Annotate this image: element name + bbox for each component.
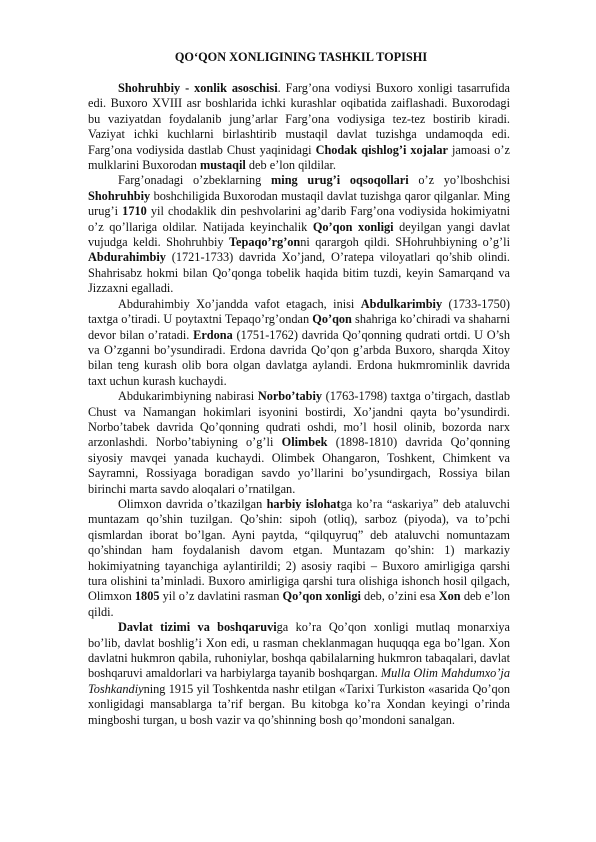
text-run: yil o’z davlatini rasman [159,589,283,604]
text-run: deb e’lon qildi. [88,589,511,619]
text-run: (1751-1762) davrida Qo’qonning qudrati ortdi. U O’sh va O’zganni bo’ysundiradi. Erdona davrida Qo’qon g’arbda Buxoro, sharqda Xitoy bilan teng kurash olib bora olgan davlatga aylandi. Erdona hukmrominlik davrida taxt uchun kurash kuchaydi. [88,327,510,388]
text-run: jamoasi o’z mulklarini Buxorodan [88,142,510,173]
bold-term: Erdona [193,327,233,342]
bold-term: harbiy islohat [266,496,341,511]
bold-term: Xon [438,589,461,604]
text-run: . Farg’ona vodiysi Buxoro xonligi tasarrufida edi. Buxoro XVIII asr boshlarida ichki kurashlar oqibatida zaiflashadi. Buxorodagi bu vaziyatdan foydalanib jung’arlar Farg’ona vodiysiga tez-tez bostirib kiradi. Vaziyat ichki kuchlarni birlashtirib mustaqil davlat tuzishga undamoqda edi. Farg’ona vodiysida dastlab Chust yaqinidagi [88,81,510,157]
text-run: ga ko’ra Qo’qon xonligi mutlaq monarxiya bo’lib, davlat boshlig’i Xon edi, u rasman cheklanmagan huquqqa ega bo’lgan. Xon davlatni hukmron qabila, ruhoniylar, boshqa qabilalarning hukmron tabaqalari, davlat boshqaruvi amaldorlari va harbiylarga tayanib boshqargan. [88,620,510,681]
text-run: o’z yo’lboshchisi [408,173,510,188]
bold-term: Qo’qon xonligi [312,219,394,234]
paragraph-4 [88,389,510,497]
paragraph-6 [88,620,510,728]
text-run: Olimxon davrida o’tkazilgan [118,496,267,511]
bold-term: Olimbek [281,435,328,450]
text-run: Abdukarimbiyning nabirasi [118,389,258,404]
paragraph-5 [88,497,510,620]
paragraph-1 [88,81,510,173]
bold-term: 1710 [122,204,147,219]
bold-term: Qo’qon [312,312,352,327]
bold-term: Davlat tizimi va boshqaruvi [118,620,277,635]
bold-term: ming urug’i oqsoqollari [271,173,409,188]
text-run: deb, o’zini esa [360,589,439,604]
text-run: (1898-1810) davrida Qo’qonning siyosiy mavqei yanada kuchaydi. Olimbek Ohangaron, Toshkent, Chimkent va Sayramni, Rossiyaga boradigan savdo yo’llarini bo’ysundirgach, Rossiya bilan birinchi marta savdo aloqalari o’rnatilgan. [88,435,511,496]
text-run: deyilgan yangi davlat vujudga keldi. Shohruhbiy [88,219,510,250]
text-run: (1733-1750) taxtga o’tiradi. U poytaxtni Tepaqo’rg’ondan [88,296,510,327]
paragraph-2 [88,173,510,296]
text-run: Farg’onadagi o’zbeklarning [118,173,272,188]
bold-term: Tepaqo’rg’on [228,235,301,250]
bold-term: Norbo’tabiy [257,389,323,404]
text-run: boshchiligida Buxorodan mustaqil davlat tuzishga qaror qilganlar. Ming urug’i [88,188,510,219]
text-run: ga ko’ra “askariya” deb ataluvchi muntazam qo’shin tuzilgan. Qo’shin: sipoh (otliq), sarboz (piyoda), va to’pchi qismlardan iborat bo’lgan. Ayni paytda, “qilquyruq” deb ataluvchi nomuntazam qo’shindan ham foydalanish davom etgan. Muntazam qo’shin: 1) markaziy hokimiyatning tayanchiga aylantirildi; 2) asosiy raqibi – Buxoro amirligiga qarshi tura olishini ta’minladi. Buxoro amirligiga qarshi tura olishiga ishonch hosil qilgach, Olimxon [88,496,510,604]
document-page [88,50,510,728]
text-run: deb e’lon qildilar. [245,158,336,173]
text-run: (1721-1733) davrida Xo’jand, O’ratepa viloyatlari qo’shib olindi. Shahrisabz hokmi bilan Qo’qonga tobelik haqida bitim tuzdi, keyin Samarqand va Jizzaxni egalladi. [88,250,510,296]
bold-term: Chodak qishlog’i xojalar [315,142,448,157]
text-run: ni qarargoh qildi. SHohruhbiyning o’g’li [300,235,510,250]
document-title: QO‘QON XONLIGINING TASHKIL TOPISHI [174,50,428,64]
bold-term: Shohruhbiy - xonlik asoschisi [118,81,278,95]
text-run: ning 1915 yil Toshkentda nashr etilgan «Tarixi Turkiston «asarida Qo’qon xonligidagi mansablarga ta’rif bergan. Bu kitobga ko’ra Xondan keyingi o’rinda mingboshi turgan, u bosh vazir va qo’shinning bosh qo’mondoni sanalgan. [88,681,510,727]
bold-term: Qo’qon xonligi [282,589,361,604]
paragraph-3 [88,297,510,389]
text-run: (1763-1798) taxtga o’tirgach, dastlab Chust va Namangan hokimlari isyonini bostirdi, Xo’jandni qayta bo’ysundirdi. Norbo’tabek davrida Qo’qonning qudrati oshdi, mo’l hosil olinib, bozorda narx arzonlashdi. Norbo’tabiyning o’g’li [88,389,510,450]
bold-term: Abdurahimbiy [88,250,166,265]
text-run: shahriga ko’chiradi va shaharni devor bilan o’ratadi. [88,312,510,342]
italic-term: Mulla Olim Mahdumxo’ja Toshkandiy [88,666,510,696]
bold-term: Abdulkarimbiy [360,296,443,311]
text-run: yil chodaklik din peshvolarini ag’darib Farg’ona vodiysida hokimiyatni o’z qo’llariga oldilar. Natijada keyinchalik [88,204,510,234]
document-body [88,81,510,728]
bold-term: Shohruhbiy [88,188,151,203]
bold-term: 1805 [134,589,160,604]
text-run: Abdurahimbiy Xo’jandda vafot etagach, inisi [118,296,361,311]
bold-term: mustaqil [200,158,246,173]
